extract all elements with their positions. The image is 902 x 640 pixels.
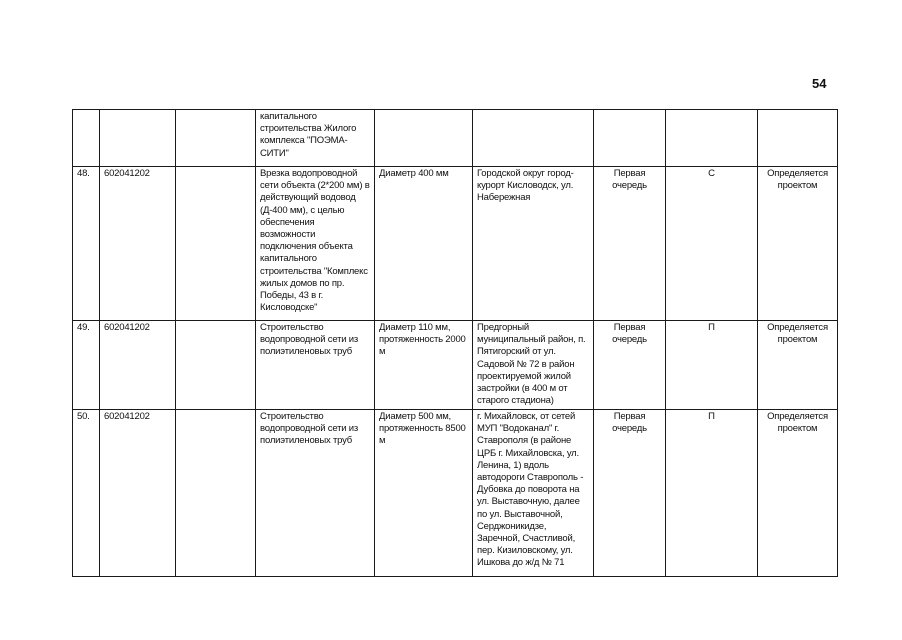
cell-location: Городской округ город-курорт Кисловодск, ул. Набережная	[473, 167, 594, 321]
cell-stage: Первая очередь	[594, 410, 666, 577]
table-row	[73, 410, 838, 577]
cell-stage	[594, 110, 666, 167]
cell-stage: Первая очередь	[594, 321, 666, 410]
cell-num: 50.	[73, 410, 100, 577]
cell-name: Строительство водопроводной сети из полиэтиленовых труб	[256, 321, 375, 410]
cell-stage: Первая очередь	[594, 167, 666, 321]
cell-status: С	[666, 167, 758, 321]
cell-characteristics: Диаметр 400 мм	[375, 167, 473, 321]
cell-name: Врезка водопроводной сети объекта (2*200 мм) в действующий водовод (Д-400 мм), с целью обеспечения возможности подключения объекта капитального строительства "Комплекс жилых домов по пр. Победы, 43 в г. Кисловодске"	[256, 167, 375, 321]
table-row	[73, 167, 838, 321]
cell-zone: Определяется проектом	[758, 167, 838, 321]
page-number: 54	[812, 76, 827, 91]
table-row-continuation	[73, 110, 838, 167]
table-row	[73, 321, 838, 410]
cell-location: г. Михайловск, от сетей МУП "Водоканал" г. Ставрополя (в районе ЦРБ г. Михайловска, ул. Ленина, 1) вдоль автодороги Ставрополь - Дубовка до поворота на ул. Выставочную, далее по ул. Выставочной, Серджоникидзе, Заречной, Счастливой, пер. Кизиловскому, ул. Ишкова до ж/д № 71	[473, 410, 594, 577]
cell-location	[473, 110, 594, 167]
cell-num: 48.	[73, 167, 100, 321]
cell-name: Строительство водопроводной сети из полиэтиленовых труб	[256, 410, 375, 577]
cell-location: Предгорный муниципальный район, п. Пятигорский от ул. Садовой № 72 в район проектируемой жилой застройки (в 400 м от старого стадиона)	[473, 321, 594, 410]
cell-code: 602041202	[100, 167, 176, 321]
cell-characteristics: Диаметр 110 мм, протяженность 2000 м	[375, 321, 473, 410]
cell-num	[73, 110, 100, 167]
cell-col3	[176, 110, 256, 167]
cell-col3	[176, 167, 256, 321]
cell-num: 49.	[73, 321, 100, 410]
cell-characteristics	[375, 110, 473, 167]
cell-code: 602041202	[100, 321, 176, 410]
document-table	[72, 109, 838, 577]
cell-status: П	[666, 410, 758, 577]
cell-code: 602041202	[100, 410, 176, 577]
cell-col3	[176, 321, 256, 410]
cell-zone: Определяется проектом	[758, 321, 838, 410]
cell-name: капитального строительства Жилого комплекса "ПОЭМА-СИТИ"	[256, 110, 375, 167]
cell-status: П	[666, 321, 758, 410]
cell-status	[666, 110, 758, 167]
cell-code	[100, 110, 176, 167]
cell-zone: Определяется проектом	[758, 410, 838, 577]
cell-characteristics: Диаметр 500 мм, протяженность 8500 м	[375, 410, 473, 577]
cell-col3	[176, 410, 256, 577]
cell-zone	[758, 110, 838, 167]
